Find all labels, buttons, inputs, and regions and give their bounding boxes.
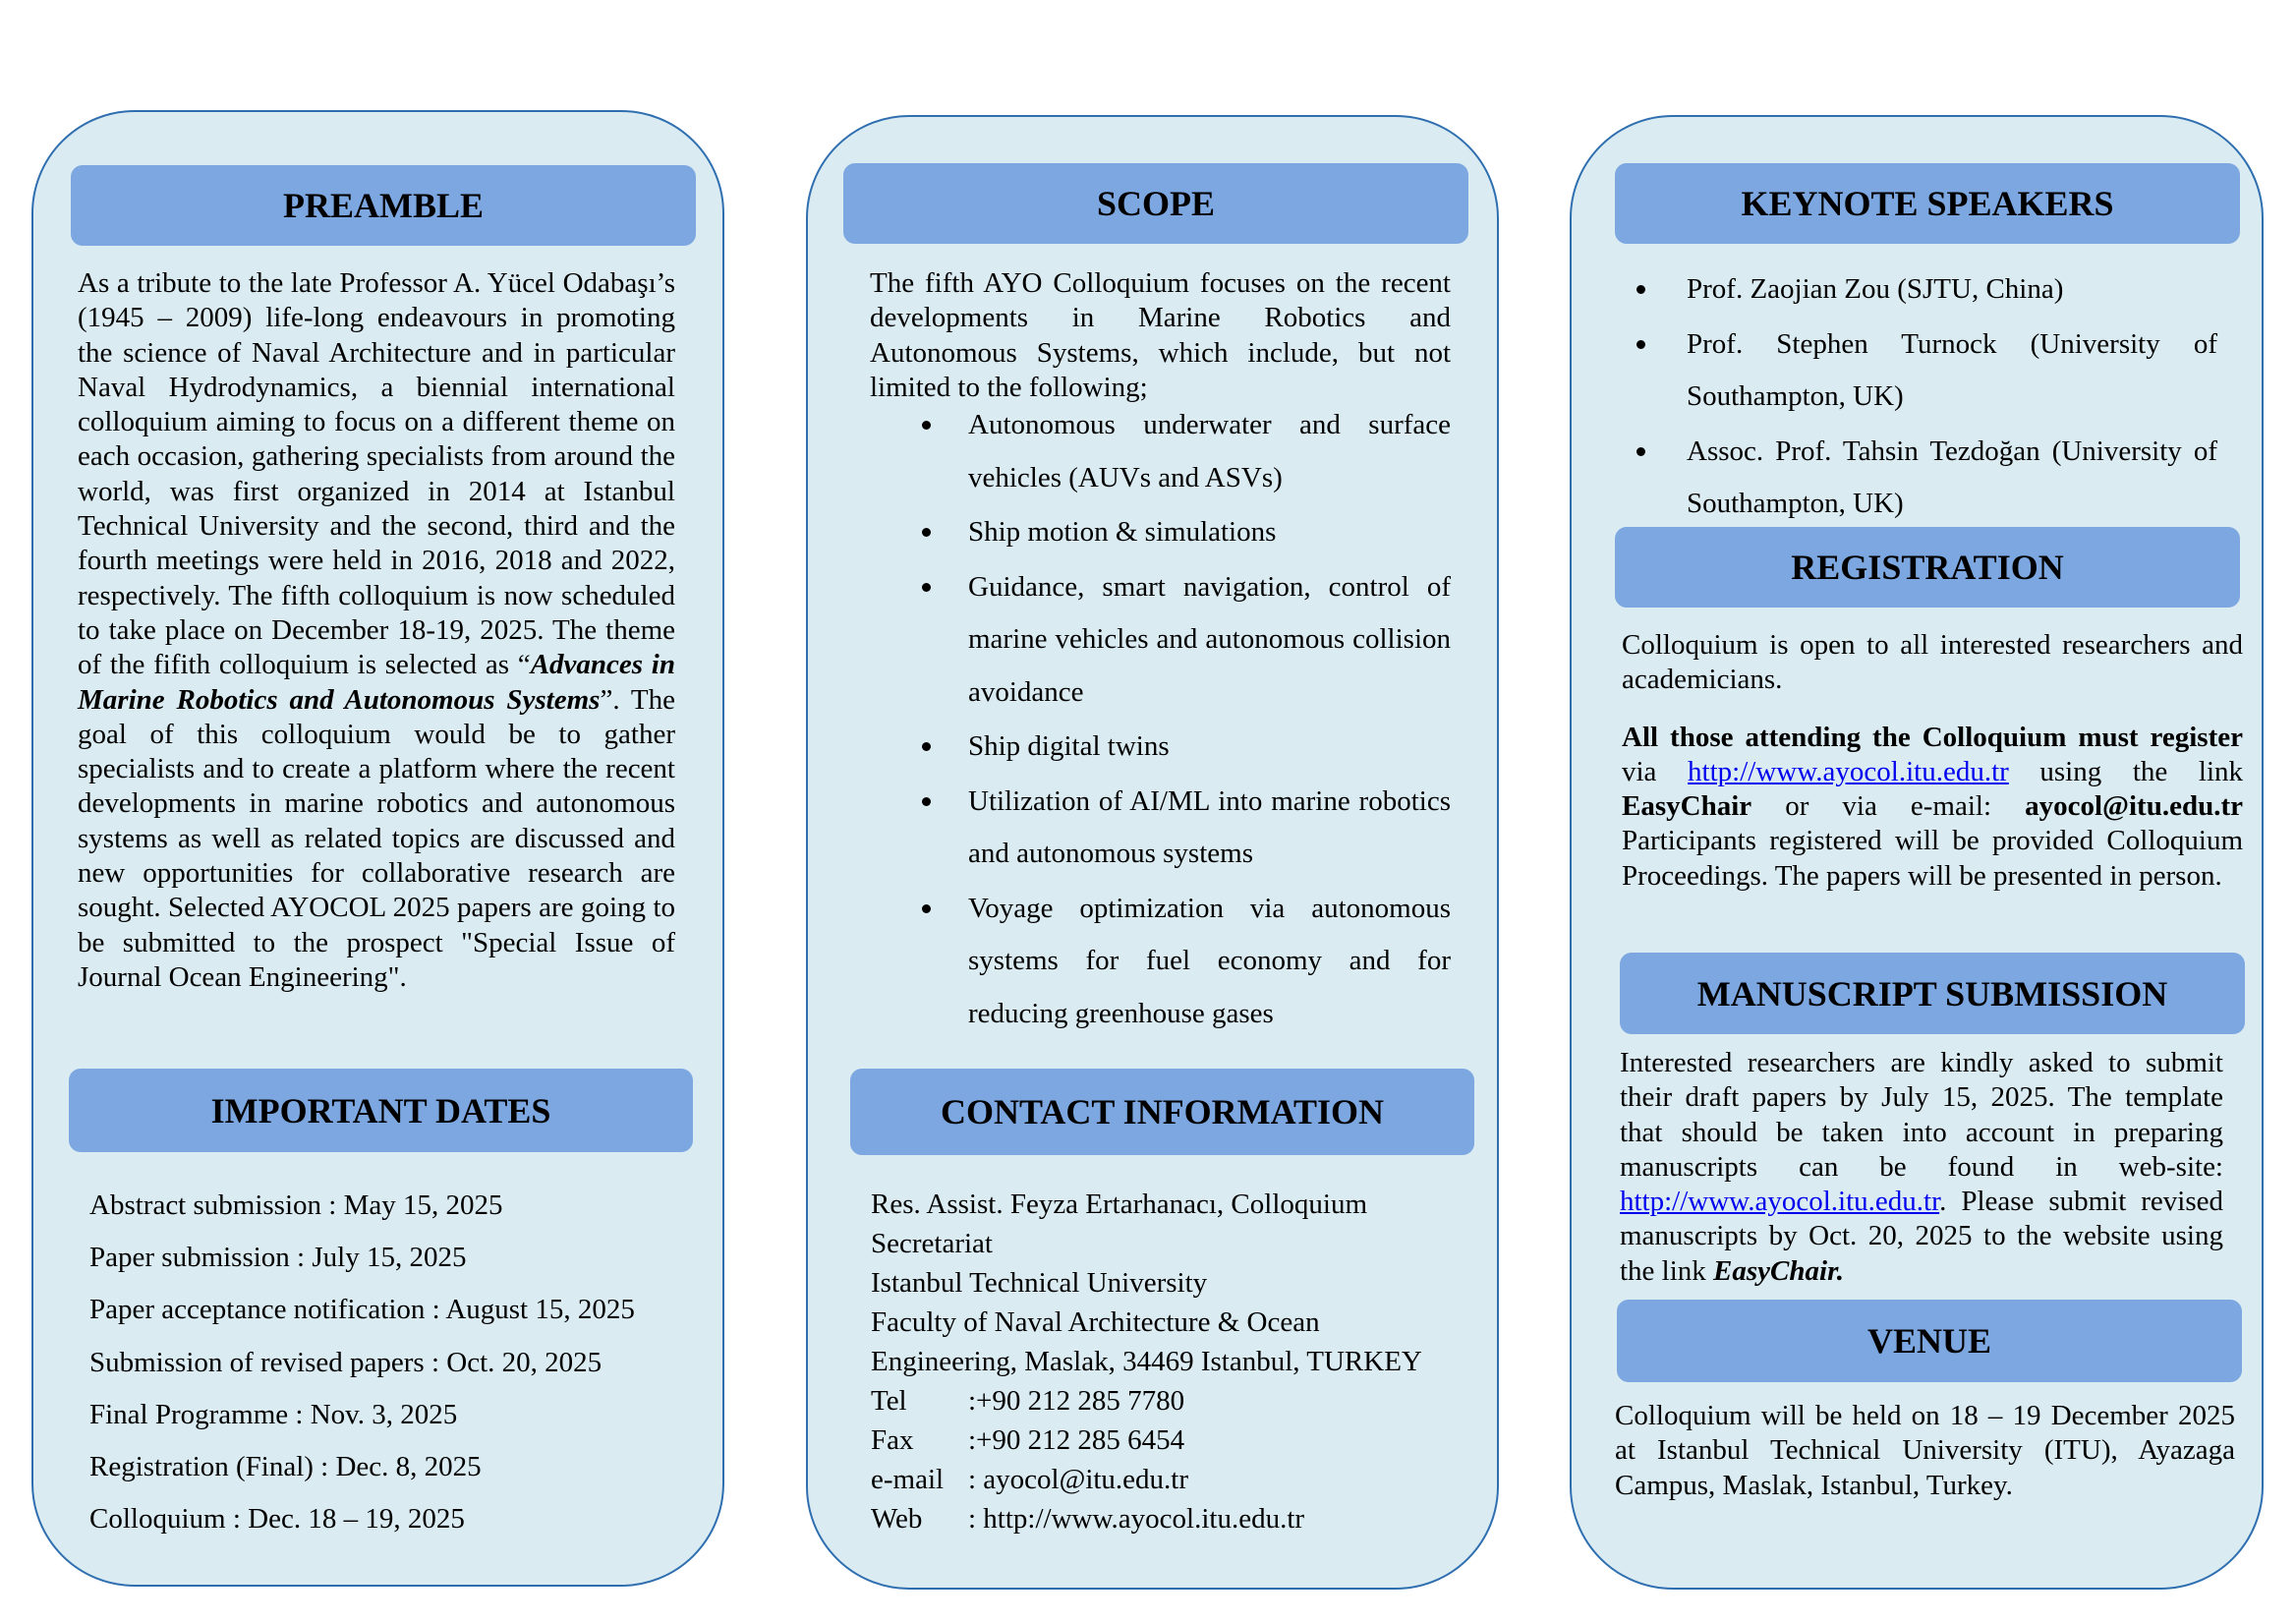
date-item: Registration (Final) : Dec. 8, 2025 [89, 1450, 482, 1482]
tel-label: Tel [871, 1385, 907, 1417]
registration-open: Colloquium is open to all interested researchers and academicians. [1622, 629, 2243, 696]
scope-item: Ship digital twins [968, 721, 1451, 774]
preamble-text [78, 266, 675, 995]
registration-or-email: or via e-mail: [1751, 790, 2026, 823]
date-item: Abstract submission : May 15, 2025 [89, 1189, 503, 1221]
keynote-item: Prof. Stephen Turnock (University of Southampton, UK) [1687, 319, 2217, 424]
registration-details [1622, 721, 2243, 894]
scope-item: Utilization of AI/ML into marine robotics and autonomous systems [968, 776, 1451, 881]
keynote-item: Prof. Zaojian Zou (SJTU, China) [1687, 263, 2217, 317]
preamble-text-part1: As a tribute to the late Professor A. Yücel Odabaşı’s (1945 – 2009) life-long endeavours in promoting the science of Naval Architecture and in particular Naval Hydrodynamics, a biennial international colloquium aiming to focus on a different theme on each occasion, gathering specialists from around the world, was first organized in 2014 at Istanbul Technical University and the second, third and the fourth meetings were held in 2016, 2018 and 2022, respectively. The fifth colloquium is now scheduled to take place on December 18-19, 2025. The theme of the fifith colloquium is selected as “ [78, 267, 675, 681]
scope-item: Ship motion & simulations [968, 506, 1451, 559]
tel-value: :+90 212 285 7780 [968, 1385, 1185, 1417]
web-value[interactable]: : http://www.ayocol.itu.edu.tr [968, 1503, 1305, 1535]
date-item: Paper submission : July 15, 2025 [89, 1242, 467, 1274]
registration-via: via [1622, 755, 1689, 787]
manuscript-text2: . Please submit revised manuscripts by Oct. 20, 2025 to the website using the link [1620, 1186, 2223, 1287]
web-label: Web [871, 1503, 923, 1535]
registration-using: using the link [2008, 755, 2243, 787]
scope-item: Voyage optimization via autonomous systems for fuel economy and for reducing greenhouse gases [968, 883, 1451, 1041]
contact-tel-row [871, 1381, 1480, 1421]
keynote-heading: KEYNOTE SPEAKERS [1615, 163, 2240, 244]
date-item: Paper acceptance notification : August 15, 2025 [89, 1294, 635, 1326]
manuscript-link[interactable]: http://www.ayocol.itu.edu.tr [1620, 1186, 1940, 1218]
registration-heading: REGISTRATION [1615, 527, 2240, 608]
contact-person: Res. Assist. Feyza Ertarhanacı, Colloquium [871, 1189, 1368, 1220]
manuscript-text1: Interested researchers are kindly asked to submit their draft papers by July 15, 2025. The template that should be taken into account in preparing manuscripts can be found in web-site: [1620, 1047, 2223, 1183]
contact-heading: CONTACT INFORMATION [850, 1069, 1474, 1155]
date-item: Submission of revised papers : Oct. 20, 2025 [89, 1346, 603, 1378]
contact-role: Secretariat [871, 1228, 993, 1259]
registration-text [1622, 628, 2243, 894]
contact-faculty: Faculty of Naval Architecture & Ocean [871, 1306, 1320, 1338]
keynote-item: Assoc. Prof. Tahsin Tezdoğan (University of Southampton, UK) [1687, 426, 2217, 531]
important-dates-list [89, 1186, 699, 1551]
scope-item: Guidance, smart navigation, control of marine vehicles and autonomous collision avoidance [968, 561, 1451, 720]
contact-email-row [871, 1460, 1480, 1499]
scope-item: Autonomous underwater and surface vehicles (AUVs and ASVs) [968, 399, 1451, 504]
date-item: Final Programme : Nov. 3, 2025 [89, 1398, 458, 1430]
fax-label: Fax [871, 1424, 914, 1456]
venue-text: Colloquium will be held on 18 – 19 December 2025 at Istanbul Technical University (ITU), Ayazaga Campus, Maslak, Istanbul, Turkey. [1615, 1400, 2235, 1501]
contact-institution: Istanbul Technical University [871, 1267, 1208, 1299]
date-item: Colloquium : Dec. 18 – 19, 2025 [89, 1503, 465, 1536]
manuscript-easychair[interactable]: EasyChair. [1713, 1254, 1845, 1287]
registration-link[interactable]: http://www.ayocol.itu.edu.tr [1688, 755, 2009, 787]
contact-address: Engineering, Maslak, 34469 Istanbul, TURKEY [871, 1346, 1422, 1377]
preamble-theme: Advances in Marine Robotics and Autonomous Systems [78, 649, 675, 716]
registration-email[interactable]: ayocol@itu.edu.tr [2025, 790, 2243, 823]
scope-list [968, 399, 1451, 1042]
keynote-list [1687, 263, 2217, 533]
email-label: e-mail [871, 1464, 945, 1495]
registration-easychair[interactable]: EasyChair [1622, 790, 1752, 823]
email-value[interactable]: : ayocol@itu.edu.tr [968, 1464, 1189, 1495]
contact-block [871, 1185, 1480, 1538]
contact-web-row [871, 1499, 1480, 1538]
scope-intro: The fifth AYO Colloquium focuses on the recent developments in Marine Robotics and Autonomous Systems, which include, but not limited to the following; [870, 267, 1451, 403]
venue-heading: VENUE [1617, 1300, 2242, 1382]
manuscript-text [1620, 1046, 2223, 1289]
manuscript-heading: MANUSCRIPT SUBMISSION [1620, 953, 2245, 1034]
important-dates-heading: IMPORTANT DATES [69, 1069, 693, 1152]
scope-heading: SCOPE [843, 163, 1468, 244]
registration-rest: Participants registered will be provided Colloquium Proceedings. The papers will be presented in person. [1622, 825, 2243, 892]
fax-value: :+90 212 285 6454 [968, 1424, 1185, 1456]
contact-fax-row [871, 1421, 1480, 1460]
preamble-text-part2: ”. The goal of this colloquium would be to gather specialists and to create a platform where the recent developments in marine robotics and autonomous systems as well as related topics are discussed and new opportunities for collaborative research are sought. Selected AYOCOL 2025 papers are going to be submitted to the prospect "Special Issue of Journal Ocean Engineering". [78, 683, 676, 993]
preamble-heading: PREAMBLE [71, 165, 696, 246]
registration-must-register: All those attending the Colloquium must register [1622, 721, 2243, 753]
